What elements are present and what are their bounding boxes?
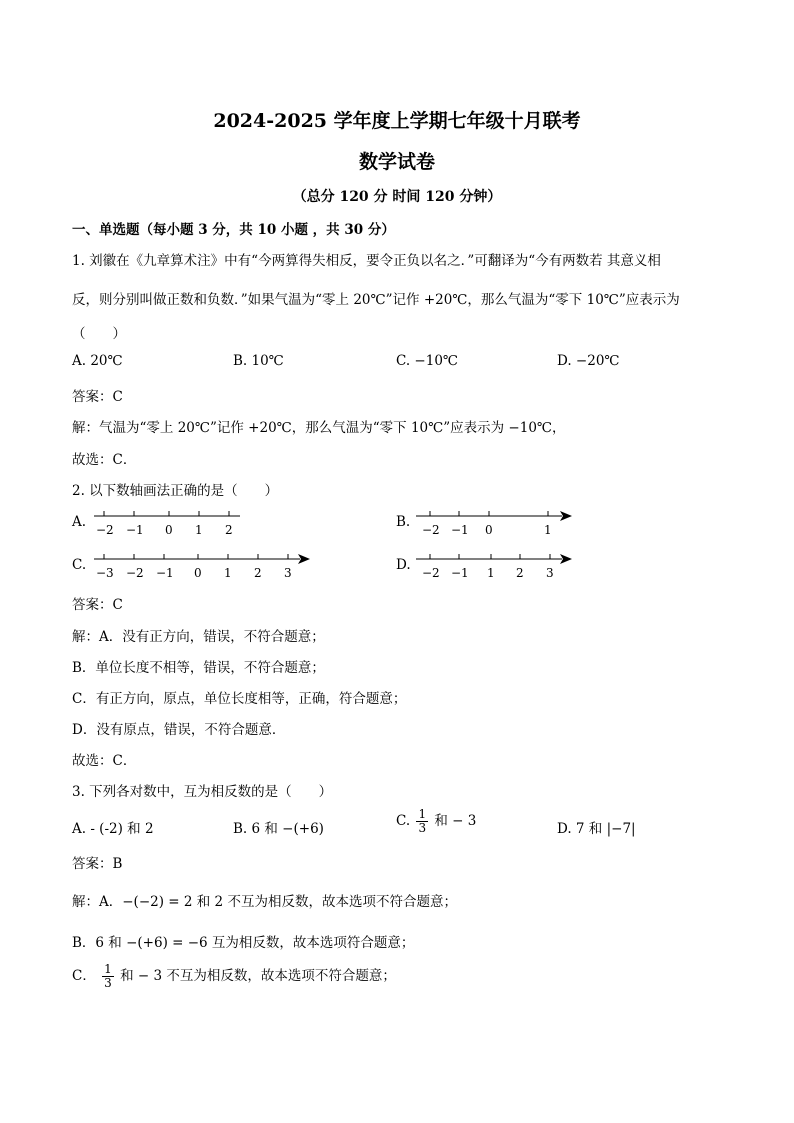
axis-label: 2 [225,523,233,537]
number-line-a [90,506,250,540]
axis-label: −2 [422,566,440,580]
q1-option-a: A. 20℃ [72,353,123,369]
q3-solution-b: B．6 和 −(+6) = −6 互为相反数，故本选项符合题意； [72,935,415,951]
number-line-a-ticks [104,511,229,516]
q3-solution-c [72,963,396,990]
q2-solution-b: B．单位长度不相等，错误，不符合题意； [72,660,325,676]
q2-conclusion: 故选：C． [72,753,137,769]
q3-option-c-letter: C. [396,813,411,829]
axis-label: −2 [422,523,440,537]
axis-label: −1 [156,566,174,580]
q3-option-d: D. 7 和 |−7| [557,821,636,837]
q2-option-b-letter: B. [396,514,411,530]
q1-line2: 反，则分别叫做正数和负数．”如果气温为“零上 20℃”记作 +20℃，那么气温为“零下 10℃”应表示为 [72,292,680,308]
q1-option-c: C. −10℃ [396,353,459,369]
axis-label: 2 [516,566,524,580]
axis-label: 0 [485,523,493,537]
axis-label: 2 [254,566,262,580]
q3-solution-a: 解：A．−(−2) = 2 和 2 不互为相反数，故本选项不符合题意； [72,894,457,910]
fraction-one-third: $\frac{1}{3}$ [418,807,427,835]
axis-label: 1 [487,566,495,580]
exam-subtitle: 数学试卷 [358,151,435,173]
q1-option-b: B. 10℃ [233,353,284,369]
number-line-d [412,549,577,583]
q1-solution: 解：气温为“零上 20℃”记作 +20℃，那么气温为“零下 10℃”应表示为 −10℃， [72,420,566,436]
axis-label: 0 [165,523,173,537]
axis-label: −1 [451,566,469,580]
q3-option-c-text: 和 − 3 [434,813,477,829]
q2-solution-d: D．没有原点，错误，不符合题意． [72,722,286,738]
q3-solution-c-text: 和 − 3 不互为相反数，故本选项不符合题意； [120,968,396,984]
q1-line3: （ ） [72,326,126,342]
q3-solution-c-letter: C． [72,968,96,984]
q2-stem: 2. 以下数轴画法正确的是（ ） [72,483,279,499]
axis-label: 0 [194,566,202,580]
q1-conclusion: 故选：C． [72,452,137,468]
axis-label: −2 [96,523,114,537]
q2-solution-a: 解：A．没有正方向，错误，不符合题意； [72,629,325,645]
exam-info: （总分 120 分 时间 120 分钟） [292,189,502,205]
axis-label: −2 [126,566,144,580]
axis-label: −3 [96,566,114,580]
axis-label: 1 [195,523,203,537]
q3-option-c [396,808,476,835]
q3-stem: 3. 下列各对数中，互为相反数的是（ ） [72,784,333,800]
axis-label: −1 [126,523,144,537]
axis-label: 1 [224,566,232,580]
axis-label: −1 [451,523,469,537]
section-heading: 一、单选题（每小题 3 分，共 10 小题 ，共 30 分） [72,222,395,238]
q2-option-d-letter: D. [396,557,411,573]
q3-answer: 答案：B [72,856,123,872]
axis-label: 3 [284,566,292,580]
number-line-c [90,549,315,583]
q2-option-a-letter: A. [72,514,87,530]
exam-title: 2024-2025 学年度上学期七年级十月联考 [213,110,581,132]
axis-label: 3 [546,566,554,580]
q2-option-c-letter: C. [72,557,87,573]
q1-answer: 答案：C [72,389,123,405]
q3-option-a: A. - (-2) 和 2 [72,821,154,837]
q3-option-b: B. 6 和 −(+6) [233,821,324,837]
q1-option-d: D. −20℃ [557,353,620,369]
number-line-b [412,506,577,540]
q2-answer: 答案：C [72,597,123,613]
fraction-one-third: $\frac{1}{3}$ [104,962,112,990]
q2-solution-c: C．有正方向，原点，单位长度相等，正确，符合题意； [72,691,407,707]
q1-line1: 1. 刘徽在《九章算术注》中有“今两算得失相反，要令正负以名之．”可翻译为“今有两数若 其意义相 [72,253,661,269]
axis-label: 1 [544,523,552,537]
